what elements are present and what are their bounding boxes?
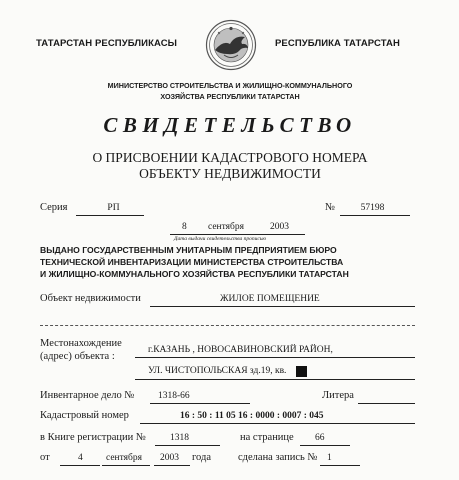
inventory-underline xyxy=(150,403,250,404)
book-underline xyxy=(155,445,220,446)
cadastral-underline xyxy=(140,423,415,424)
ministry-line-1: МИНИСТЕРСТВО СТРОИТЕЛЬСТВА И ЖИЛИЩНО-КОММУНАЛЬНОГО xyxy=(107,81,353,90)
tatarstan-coat-of-arms-icon xyxy=(205,19,257,71)
object-value: ЖИЛОЕ ПОМЕЩЕНИЕ xyxy=(220,294,320,304)
number-underline xyxy=(340,215,410,216)
issue-year: 2003 xyxy=(270,222,289,232)
series-label: Серия xyxy=(40,202,68,213)
number-label: № xyxy=(325,202,336,213)
cadastral-value: 16 : 50 : 11 05 16 : 0000 : 0007 : 045 xyxy=(180,411,324,421)
entry-label: сделана запись № xyxy=(238,452,318,463)
page-label: на странице xyxy=(240,432,294,443)
location-value-2: УЛ. ЧИСТОПОЛЬСКАЯ зд.19, кв. xyxy=(148,366,287,376)
litera-label: Литера xyxy=(322,390,354,401)
inventory-value: 1318-66 xyxy=(158,391,190,401)
location-value-1: г.КАЗАНЬ , НОВОСАВИНОВСКИЙ РАЙОН, xyxy=(148,345,333,355)
issue-month: сентября xyxy=(208,222,244,232)
object-label: Объект недвижимости xyxy=(40,293,141,304)
location-label-1: Местонахождение xyxy=(40,338,122,349)
subtitle-line-2: ОБЪЕКТУ НЕДВИЖИМОСТИ xyxy=(139,166,321,181)
object-extra-line xyxy=(40,325,415,326)
book-label: в Книге регистрации № xyxy=(40,432,146,443)
page-value: 66 xyxy=(315,433,325,443)
series-underline xyxy=(76,215,144,216)
issued-by-line-3: И ЖИЛИЩНО-КОММУНАЛЬНОГО ХОЗЯЙСТВА РЕСПУБЛИКИ ТАТАРСТАН xyxy=(40,269,349,279)
registration-month-underline xyxy=(102,465,150,466)
book-value: 1318 xyxy=(170,433,189,443)
entry-value: 1 xyxy=(327,453,332,463)
entry-underline xyxy=(320,465,360,466)
page-underline xyxy=(300,445,350,446)
registration-day: 4 xyxy=(78,453,83,463)
document-title: СВИДЕТЕЛЬСТВО xyxy=(103,113,357,137)
issue-day: 8 xyxy=(182,222,187,232)
inventory-label: Инвентарное дело № xyxy=(40,390,135,401)
registration-day-underline xyxy=(60,465,100,466)
ministry-line-2: ХОЗЯЙСТВА РЕСПУБЛИКИ ТАТАРСТАН xyxy=(160,92,300,101)
series-value: РП xyxy=(107,203,120,213)
cadastral-label: Кадастровый номер xyxy=(40,410,129,421)
issued-by-line-2: ТЕХНИЧЕСКОЙ ИНВЕНТАРИЗАЦИИ МИНИСТЕРСТВА СТРОИТЕЛЬСТВА xyxy=(40,257,344,267)
registration-year-underline xyxy=(154,465,190,466)
from-label: от xyxy=(40,452,50,463)
location-underline-1 xyxy=(135,357,415,358)
header-left-title: ТАТАРСТАН РЕСПУБЛИКАСЫ xyxy=(36,38,178,49)
issue-date-underline xyxy=(170,234,305,235)
location-underline-2 xyxy=(135,379,415,380)
registration-year: 2003 xyxy=(160,453,179,463)
registration-month: сентября xyxy=(106,453,142,463)
issue-date-caption: Дата выдачи свидетельства прописью xyxy=(174,236,267,242)
number-value: 57198 xyxy=(360,203,385,213)
redaction-block xyxy=(296,366,307,377)
object-underline xyxy=(150,306,415,307)
header-right-title: РЕСПУБЛИКА ТАТАРСТАН xyxy=(275,38,400,49)
litera-underline xyxy=(358,403,415,404)
year-suffix: года xyxy=(192,452,211,463)
issued-by-line-1: ВЫДАНО ГОСУДАРСТВЕННЫМ УНИТАРНЫМ ПРЕДПРИЯТИЕМ БЮРО xyxy=(40,245,337,255)
location-label-2: (адрес) объекта : xyxy=(40,351,115,362)
subtitle-line-1: О ПРИСВОЕНИИ КАДАСТРОВОГО НОМЕРА xyxy=(92,150,368,165)
